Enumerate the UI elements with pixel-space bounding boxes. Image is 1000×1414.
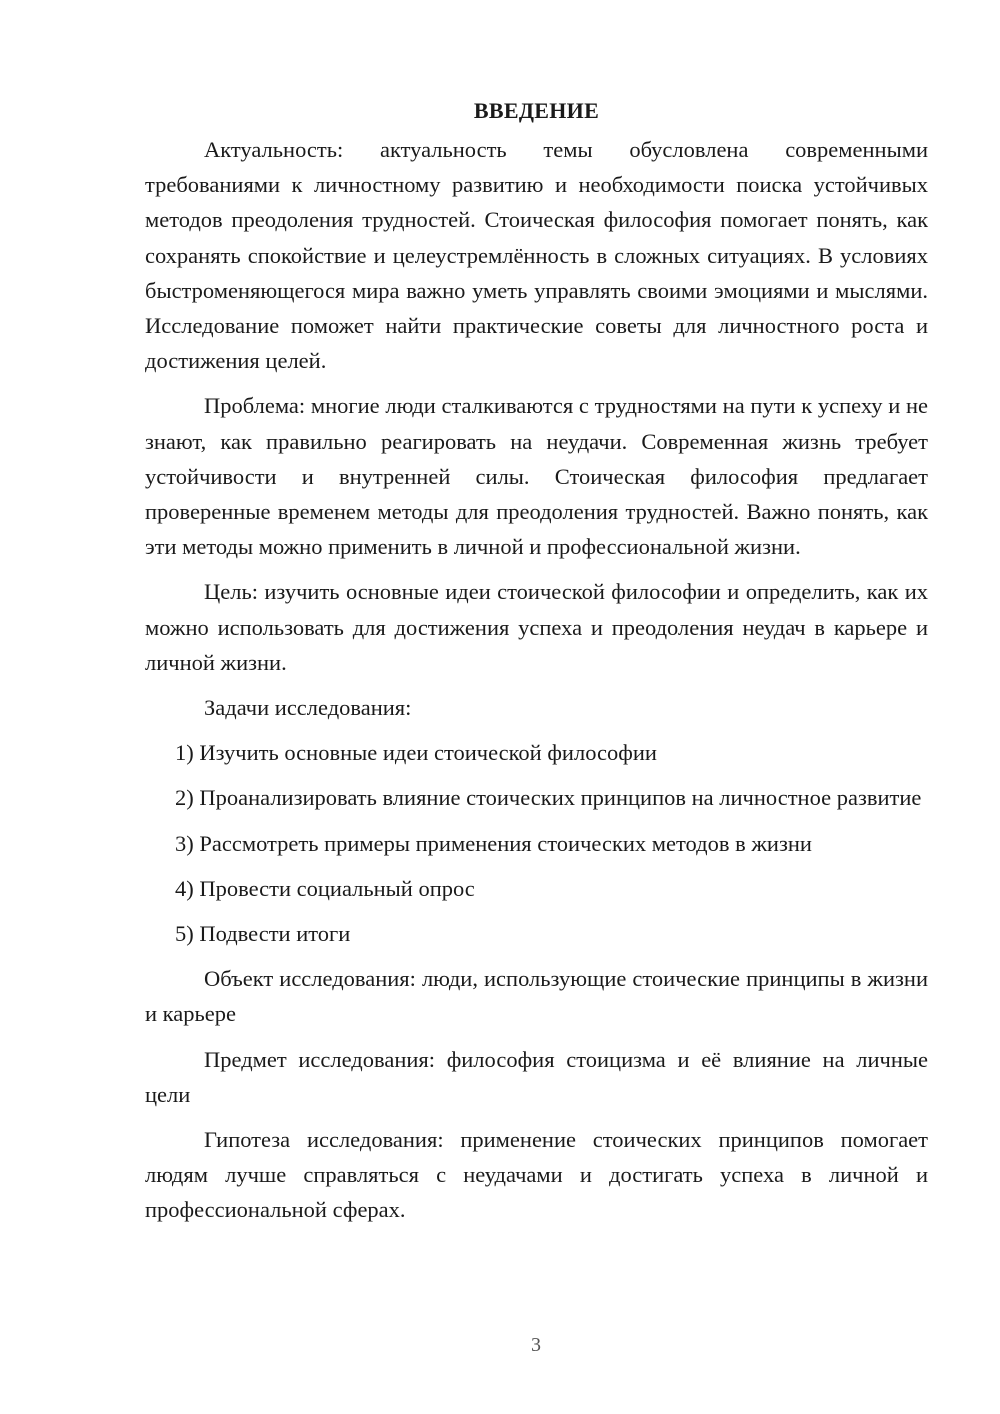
page-number: 3: [531, 1334, 541, 1356]
document-page: [145, 96, 928, 1228]
goal-paragraph: Цель: изучить основные идеи стоической философии и определить, как их можно использовать для достижения успеха и преодоления неудач в карьере и личной жизни.: [145, 579, 928, 675]
document-title: ВВЕДЕНИЕ: [473, 98, 600, 123]
task-item: 5) Подвести итоги: [175, 921, 351, 947]
tasks-list: [145, 735, 928, 951]
problem-paragraph: Проблема: многие люди сталкиваются с трудностями на пути к успеху и не знают, как правильно реагировать на неудачи. Современная жизнь требует устойчивости и внутренней силы. Стоическая философия предлагает проверенные временем методы для преодоления трудностей. Важно понять, как эти методы можно применить в личной и профессиональной жизни.: [145, 393, 928, 560]
relevance-paragraph: Актуальность: актуальность темы обусловлена современными требованиями к личностному развитию и необходимости поиска устойчивых методов преодоления трудностей. Стоическая философия помогает понять, как сохранять спокойствие и целеустремлённость в сложных ситуациях. В условиях быстроменяющегося мира важно уметь управлять своими эмоциями и мыслями. Исследование поможет найти практические советы для личностного роста и достижения целей.: [145, 137, 928, 374]
tasks-heading: Задачи исследования:: [204, 695, 412, 721]
task-item: 3) Рассмотреть примеры применения стоических методов в жизни: [175, 830, 812, 856]
object-paragraph: Объект исследования: люди, использующие стоические принципы в жизни и карьере: [145, 966, 928, 1027]
task-item: 4) Провести социальный опрос: [175, 875, 475, 901]
subject-paragraph: Предмет исследования: философия стоицизма и её влияние на личные цели: [145, 1046, 928, 1107]
task-item: 2) Проанализировать влияние стоических принципов на личностное развитие: [175, 785, 922, 811]
task-item: 1) Изучить основные идеи стоической философии: [175, 740, 657, 766]
hypothesis-paragraph: Гипотеза исследования: применение стоических принципов помогает людям лучше справляться с неудачами и достигать успеха в личной и профессиональной сферах.: [145, 1127, 928, 1223]
